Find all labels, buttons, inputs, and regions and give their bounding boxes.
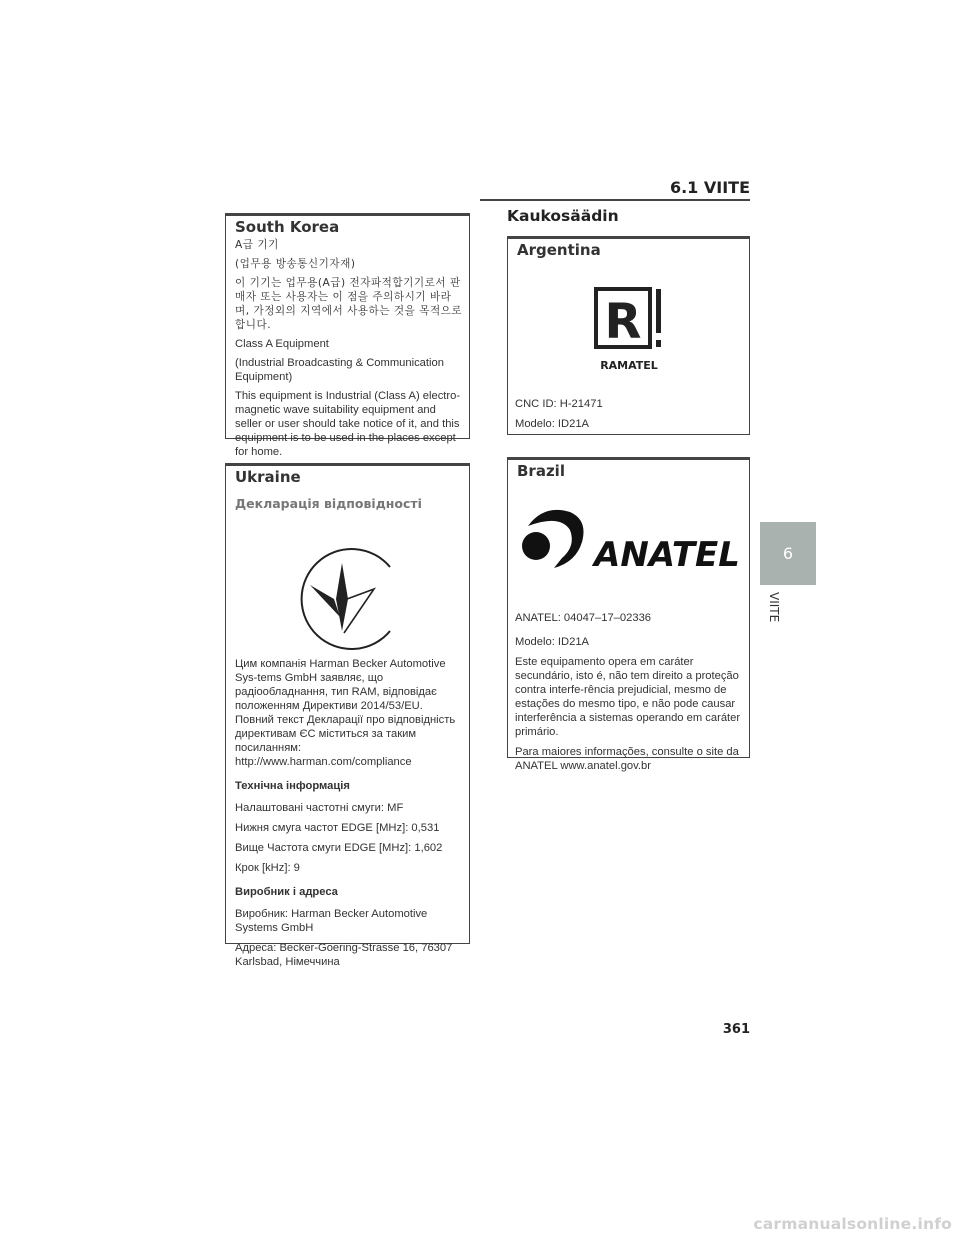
argentina-box	[507, 236, 750, 435]
argentina-line: Modelo: ID21A	[515, 418, 590, 430]
ukraine-box	[225, 463, 470, 968]
korea-line: Class A Equipment	[235, 338, 329, 350]
brazil-line: Este equipamento opera em caráter secundário, isto é, não tem direito a proteção contra interfe-rência prejudicial, mesmo de estações do mesmo tipo, e não pode causar interferência a sistemas operando em caráter primário.	[515, 656, 741, 738]
chapter-label: VIITE	[767, 592, 781, 623]
south-korea-body	[235, 238, 464, 464]
header-rule	[480, 199, 750, 201]
ukraine-title: Ukraine	[235, 468, 301, 486]
ukraine-manufacturer-heading: Виробник і адреса	[235, 886, 338, 898]
ukraine-manufacturer-line: Адреса: Becker-Goering-Strasse 16, 76307 Karlsbad, Німеччина	[235, 942, 453, 968]
anatel-logo-text: ANATEL	[594, 535, 740, 570]
korea-line: (업무용 방송통신기자재)	[235, 258, 356, 270]
brazil-line: Modelo: ID21A	[515, 636, 590, 648]
ramatel-logo-icon	[594, 287, 664, 373]
box-top-rule	[508, 237, 749, 239]
chapter-number: 6	[782, 544, 794, 563]
brazil-body	[515, 611, 744, 779]
ukraine-tech-heading: Технічна інформація	[235, 780, 350, 792]
brazil-title: Brazil	[517, 462, 565, 480]
brazil-line: Para maiores informações, consulte o site da ANATEL www.anatel.gov.br	[515, 746, 739, 772]
header-title: 6.1 VIITE	[669, 178, 750, 197]
box-top-rule	[226, 464, 469, 466]
korea-line: (Industrial Broadcasting & Communication Equipment)	[235, 357, 444, 383]
ukraine-declaration: Цим компанія Harman Becker Automotive Sys-tems GmbH заявляє, що радіообладнання, тип RAM, відповідає положенням Директиви 2014/53/EU. Повний текст Декларації про відповідність директивам ЄС міститься за таким посиланням: http://www.harman.com/compliance	[235, 658, 456, 768]
south-korea-title: South Korea	[235, 218, 340, 236]
ukraine-conformity-mark-icon	[290, 547, 394, 651]
south-korea-box	[225, 213, 470, 458]
korea-line: 이 기기는 업무용(A급) 전자파적합기기로서 판매자 또는 사용자는 이 점을 주의하시기 바라 며, 가정외의 지역에서 사용하는 것을 목적으로 합니다.	[235, 277, 463, 331]
box-top-rule	[508, 458, 749, 460]
ukraine-subtitle: Декларація відповідності	[235, 496, 422, 511]
anatel-logo-icon	[514, 506, 746, 570]
ukraine-tech-line: Крок [kHz]: 9	[235, 862, 300, 874]
argentina-title: Argentina	[517, 241, 601, 259]
page-number: 361	[722, 1022, 750, 1037]
ukraine-tech-line: Налаштовані частотні смуги: MF	[235, 802, 404, 814]
section-title-kaukosaadin: Kaukosäädin	[507, 207, 619, 225]
chapter-tab	[760, 522, 816, 585]
ukraine-manufacturer-line: Виробник: Harman Becker Automotive Systems GmbH	[235, 908, 428, 934]
box-top-rule	[226, 214, 469, 216]
brazil-box	[507, 457, 750, 772]
watermark: carmanualsonline.info	[753, 1215, 952, 1233]
ukraine-body	[235, 657, 464, 975]
ukraine-tech-line: Нижня смуга частот EDGE [MHz]: 0,531	[235, 822, 440, 834]
argentina-body	[515, 397, 744, 437]
ukraine-tech-line: Вище Частота смуги EDGE [MHz]: 1,602	[235, 842, 443, 854]
ramatel-logo-letter: R	[604, 294, 642, 350]
korea-line: A급 기기	[235, 239, 279, 251]
korea-line: This equipment is Industrial (Class A) electro-magnetic wave suitability equipment and seller or user should take notice of it, and this equipment is to be used in the places except for home.	[235, 390, 461, 458]
brazil-line: ANATEL: 04047–17–02336	[515, 612, 652, 624]
argentina-line: CNC ID: H-21471	[515, 398, 603, 410]
ramatel-logo-text: RAMATEL	[600, 359, 658, 372]
